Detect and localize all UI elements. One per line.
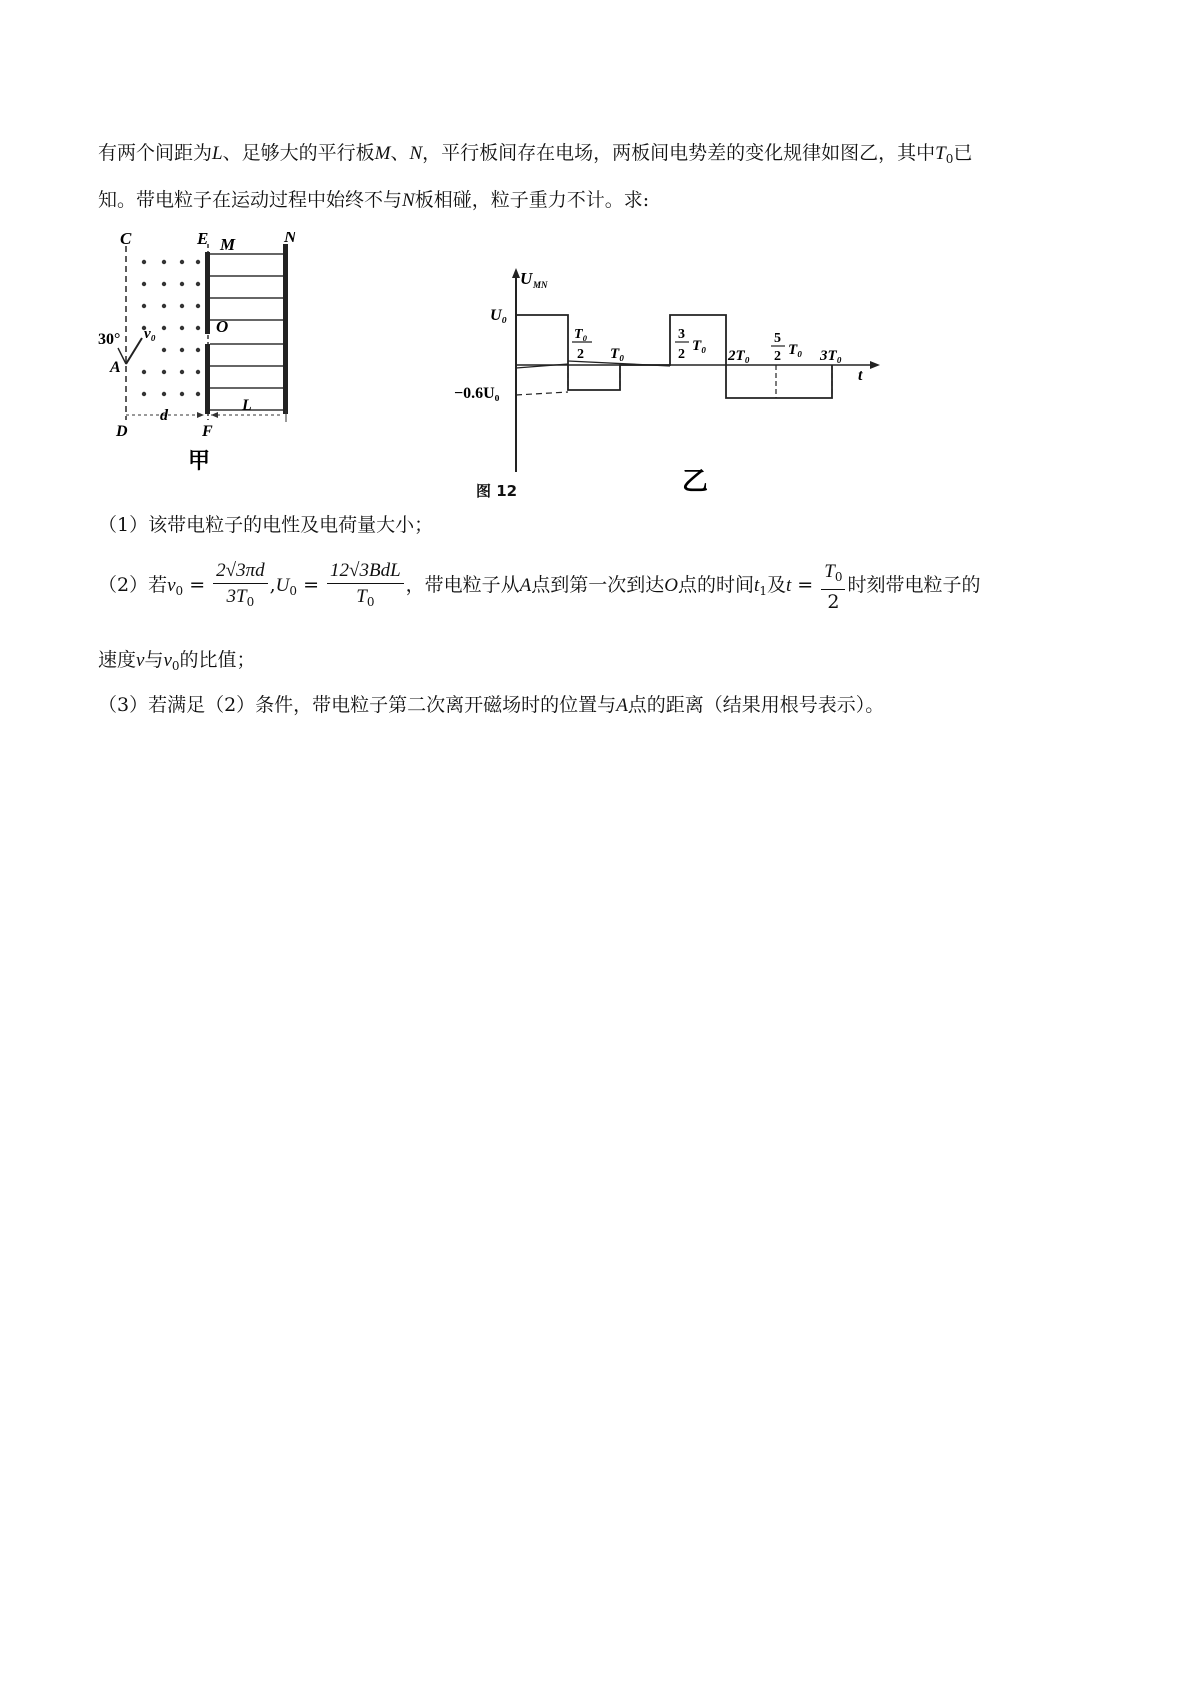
problem-intro-line-1: [98, 138, 972, 174]
line2-text-1: 知。带电粒子在运动过程中始终不与: [98, 189, 403, 211]
intro-text-4: 已: [953, 142, 973, 164]
axis-x-label: t: [858, 367, 863, 384]
tick-T0-2-den: 2: [577, 347, 584, 362]
q2-U0-fraction: [327, 559, 404, 614]
question-3: [98, 690, 884, 721]
tick-5-2-num: 5: [774, 331, 781, 346]
q2-v0-fraction: [213, 559, 267, 614]
q2-prefix: （2）若: [98, 574, 168, 596]
q2-and: 及: [766, 574, 786, 596]
q2-v0: v: [167, 575, 176, 596]
var-M: M: [374, 143, 391, 164]
figure-12: [98, 232, 980, 544]
q2-eq-1: =: [183, 574, 212, 596]
tick-2T0: 2T₀: [728, 348, 750, 364]
q2-end: 时刻带电粒子的: [847, 574, 981, 596]
label-E: E: [197, 232, 209, 248]
plate-M-lower: [205, 344, 210, 414]
intro-text-3: ，平行板间存在电场，两板间电势差的变化规律如图乙，其中: [422, 142, 936, 164]
q2-mid-3: 点的时间: [678, 574, 755, 596]
caption-jia: 甲: [188, 448, 211, 473]
q2-comma: ,: [269, 574, 276, 596]
tick-3T0: 3T₀: [820, 348, 842, 364]
q2-t: t: [785, 575, 792, 596]
tick-3-2-den: 2: [678, 347, 685, 362]
x-axis-arrow: [870, 361, 880, 369]
tick-3-2-T: T₀: [692, 338, 707, 354]
q2-t-fraction: [821, 559, 845, 614]
q2-t1: t: [754, 575, 760, 596]
question-2-line-2: [98, 645, 256, 681]
question-2-line-1: [98, 555, 981, 621]
dimension-L-arrow-left: [211, 412, 218, 418]
separator: 、: [390, 142, 410, 164]
q2-U0-den-sub: 0: [366, 594, 375, 609]
label-L: L: [242, 397, 252, 414]
q2-line2-v0: v: [163, 650, 172, 671]
intro-text-2: 、足够大的平行板: [222, 142, 375, 164]
line2-var-N: N: [402, 190, 415, 211]
q2-O: O: [664, 575, 679, 596]
var-L: L: [212, 143, 223, 164]
q2-t1-sub: 1: [759, 584, 767, 598]
q2-line2-a: 速度: [98, 649, 137, 671]
q2-U0-denominator: [327, 584, 404, 614]
q3-A: A: [616, 695, 628, 716]
q2-t-num-sub: 0: [834, 569, 843, 584]
label-U0: U₀: [490, 307, 508, 324]
figure-jia: [98, 232, 328, 492]
q2-mid-2: 点到第一次到达: [531, 574, 665, 596]
q2-v0-den-sub: 0: [246, 594, 255, 609]
subscript-0: 0: [945, 152, 954, 166]
label-v0: v₀: [144, 326, 156, 342]
q2-v0-denominator: [213, 584, 267, 614]
q2-mid-1: ，带电粒子从: [405, 574, 520, 596]
q2-t-numerator: [821, 559, 845, 590]
q2-eq-3: =: [791, 574, 820, 596]
q2-A: A: [519, 575, 532, 596]
q2-v0-numerator: 2√3πd: [213, 559, 267, 584]
label-neg-0-6-U0: −0.6U₀: [454, 385, 500, 402]
q2-U0: U: [275, 575, 290, 596]
q2-eq-2: =: [297, 574, 326, 596]
q2-U0-sub: 0: [289, 584, 298, 598]
q2-t-denominator: 2: [827, 590, 840, 613]
intro-text-1: 有两个间距为: [98, 142, 213, 164]
label-A: A: [110, 359, 121, 376]
q2-U0-den-text: T: [356, 585, 367, 607]
q3-text-a: （3）若满足（2）条件，带电粒子第二次离开磁场时的位置与: [98, 694, 617, 716]
plate-N: [283, 244, 288, 414]
figure-yi: [446, 262, 966, 542]
q2-line2-b: 与: [144, 649, 164, 671]
q3-text-b: 点的距离（结果用根号表示）。: [627, 694, 885, 716]
question-1: （1）该带电粒子的电性及电荷量大小；: [98, 514, 434, 536]
tick-3-2-num: 3: [678, 327, 685, 342]
velocity-arrow: [126, 338, 142, 364]
voltage-waveform: [516, 315, 832, 398]
neg-level-dashed: [516, 392, 568, 395]
q2-line2-v0-sub: 0: [171, 659, 180, 673]
label-F: F: [202, 423, 213, 440]
q2-line2-v: v: [136, 650, 145, 671]
plate-M-upper: [205, 252, 210, 334]
q2-v0-sub: 0: [175, 584, 184, 598]
caption-yi: 乙: [682, 467, 709, 496]
label-angle: 30°: [98, 331, 121, 348]
problem-intro-line-2: [98, 185, 649, 216]
dimension-d-arrow: [197, 412, 204, 418]
figure-number: 图 12: [476, 482, 518, 500]
label-M: M: [220, 235, 236, 254]
var-T0: T: [935, 143, 946, 164]
axis-y-sub-label: MN: [533, 280, 548, 290]
tick-T0-2-num: T₀: [574, 327, 588, 342]
tick-5-2-den: 2: [774, 349, 781, 364]
label-N: N: [284, 232, 297, 246]
y-axis-arrow: [512, 268, 520, 278]
tick-T0: T₀: [610, 346, 625, 362]
label-O: O: [216, 317, 229, 336]
label-d: d: [160, 407, 168, 424]
q2-line2-c: 的比值；: [179, 649, 256, 671]
axis-y-label: U: [520, 269, 533, 288]
tick-5-2-T: T₀: [788, 342, 803, 358]
line2-text-2: 板相碰，粒子重力不计。求:: [414, 189, 650, 211]
var-N: N: [409, 143, 423, 164]
q2-U0-numerator: 12√3BdL: [327, 559, 404, 584]
q2-v0-den-text: 3T: [226, 585, 247, 607]
label-D: D: [116, 423, 128, 440]
q2-t-num-text: T: [824, 560, 835, 582]
label-C: C: [120, 232, 132, 248]
